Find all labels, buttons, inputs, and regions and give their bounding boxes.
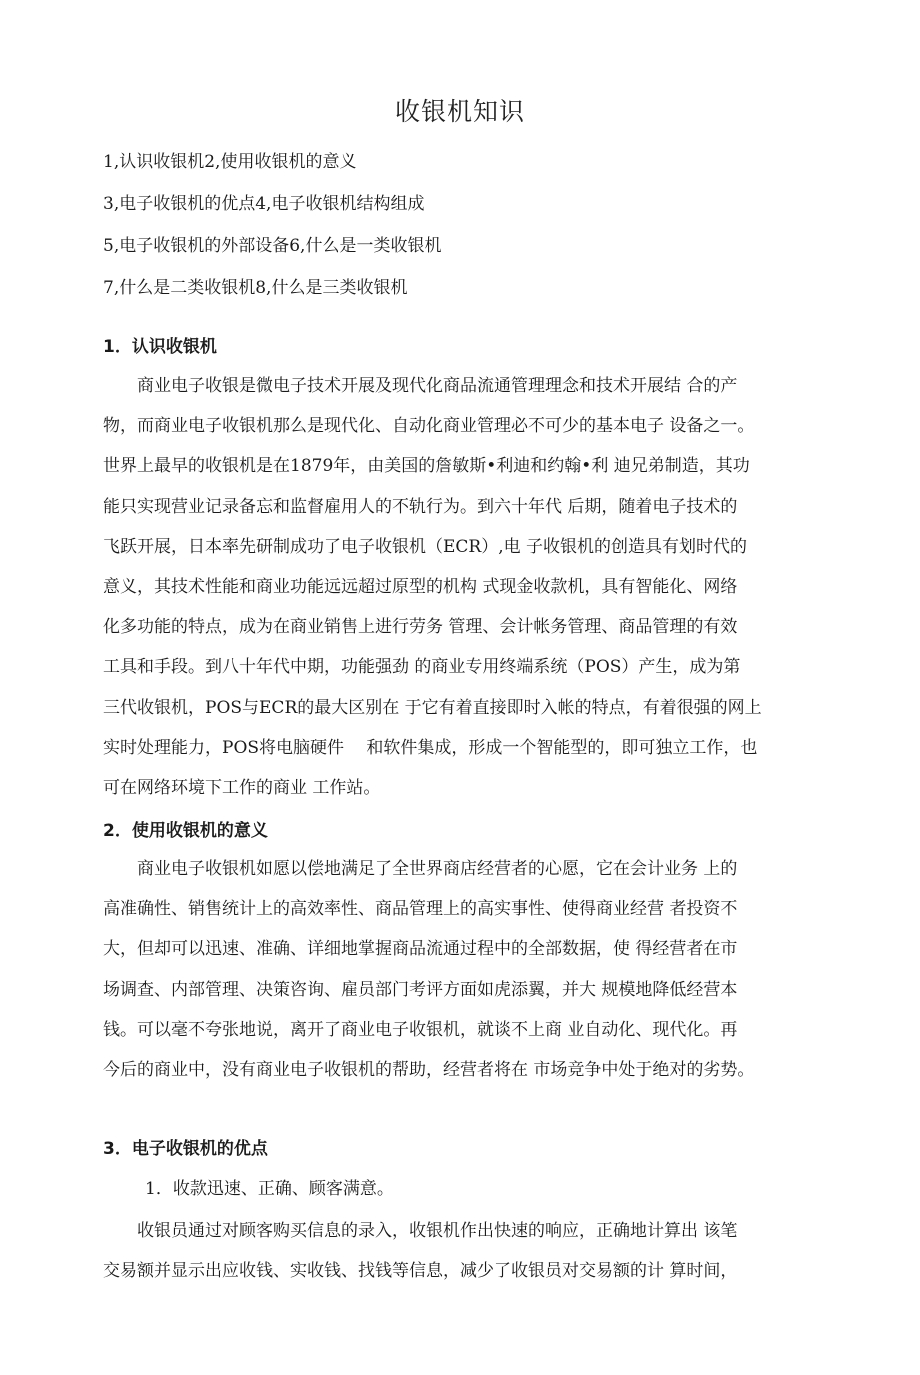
section-2-body <box>103 849 825 1090</box>
section-3-subheading: 1．收款迅速、正确、顾客满意。 <box>145 1179 394 1199</box>
paragraph-line: 商业电子收银是微电子技术开展及现代化商品流通管理理念和技术开展结 合的产 <box>103 376 738 396</box>
section-1-body <box>103 366 825 808</box>
paragraph-line: 化多功能的特点，成为在商业销售上进行劳务 管理、会计帐务管理、商品管理的有效 <box>103 617 738 638</box>
section-3-heading: 3．电子收银机的优点 <box>103 1139 268 1159</box>
paragraph-line: 商业电子收银机如愿以偿地满足了全世界商店经营者的心愿，它在会计业务 上的 <box>103 859 738 879</box>
toc-line: 5,电子收银机的外部设备6,什么是一类收银机 <box>103 236 442 256</box>
paragraph-line: 飞跃开展，日本率先研制成功了电子收银机（ECR）,电 子收银机的创造具有划时代的 <box>103 536 748 557</box>
toc-line: 1,认识收银机2,使用收银机的意义 <box>103 152 357 172</box>
section-3-body <box>103 1211 825 1291</box>
section-1-heading: 1．认识收银机 <box>103 337 217 357</box>
toc-line: 7,什么是二类收银机8,什么是三类收银机 <box>103 278 408 298</box>
paragraph-line: 大，但却可以迅速、准确、详细地掌握商品流通过程中的全部数据，使 得经营者在市 <box>103 939 738 960</box>
paragraph-line: 可在网络环境下工作的商业 工作站。 <box>103 778 381 799</box>
paragraph-line: 高准确性、销售统计上的高效率性、商品管理上的高实事性、使得商业经营 者投资不 <box>103 899 738 920</box>
paragraph-line: 三代收银机，POS与ECR的最大区别在 于它有着直接即时入帐的特点，有着很强的网上 <box>103 697 762 718</box>
paragraph-line: 交易额并显示出应收钱、实收钱、找钱等信息，减少了收银员对交易额的计 算时间， <box>103 1261 738 1282</box>
paragraph-line: 钱。可以毫不夸张地说，离开了商业电子收银机，就谈不上商 业自动化、现代化。再 <box>103 1019 738 1040</box>
paragraph-line: 收银员通过对顾客购买信息的录入，收银机作出快速的响应，正确地计算出 该笔 <box>103 1221 738 1241</box>
paragraph-line: 场调查、内部管理、决策咨询、雇员部门考评方面如虎添翼，并大 规模地降低经营本 <box>103 979 738 1000</box>
paragraph-line: 能只实现营业记录备忘和监督雇用人的不轨行为。到六十年代 后期，随着电子技术的 <box>103 496 738 517</box>
section-2-heading: 2．使用收银机的意义 <box>103 821 268 841</box>
toc-line: 3,电子收银机的优点4,电子收银机结构组成 <box>103 194 425 214</box>
paragraph-line: 工具和手段。到八十年代中期，功能强劲 的商业专用终端系统（POS）产生，成为第 <box>103 657 741 678</box>
table-of-contents <box>103 148 823 316</box>
paragraph-line: 物，而商业电子收银机那么是现代化、自动化商业管理必不可少的基本电子 设备之一。 <box>103 416 755 437</box>
paragraph-line: 实时处理能力，POS将电脑硬件 和软件集成，形成一个智能型的，即可独立工作，也 <box>103 737 758 758</box>
document-title: 收银机知识 <box>394 97 525 126</box>
paragraph-line: 今后的商业中，没有商业电子收银机的帮助，经营者将在 市场竞争中处于绝对的劣势。 <box>103 1060 755 1081</box>
paragraph-line: 世界上最早的收银机是在1879年，由美国的詹敏斯•利迪和约翰•利 迪兄弟制造，其功 <box>103 456 750 477</box>
paragraph-line: 意义，其技术性能和商业功能远远超过原型的机构 式现金收款机，具有智能化、网络 <box>103 577 738 598</box>
